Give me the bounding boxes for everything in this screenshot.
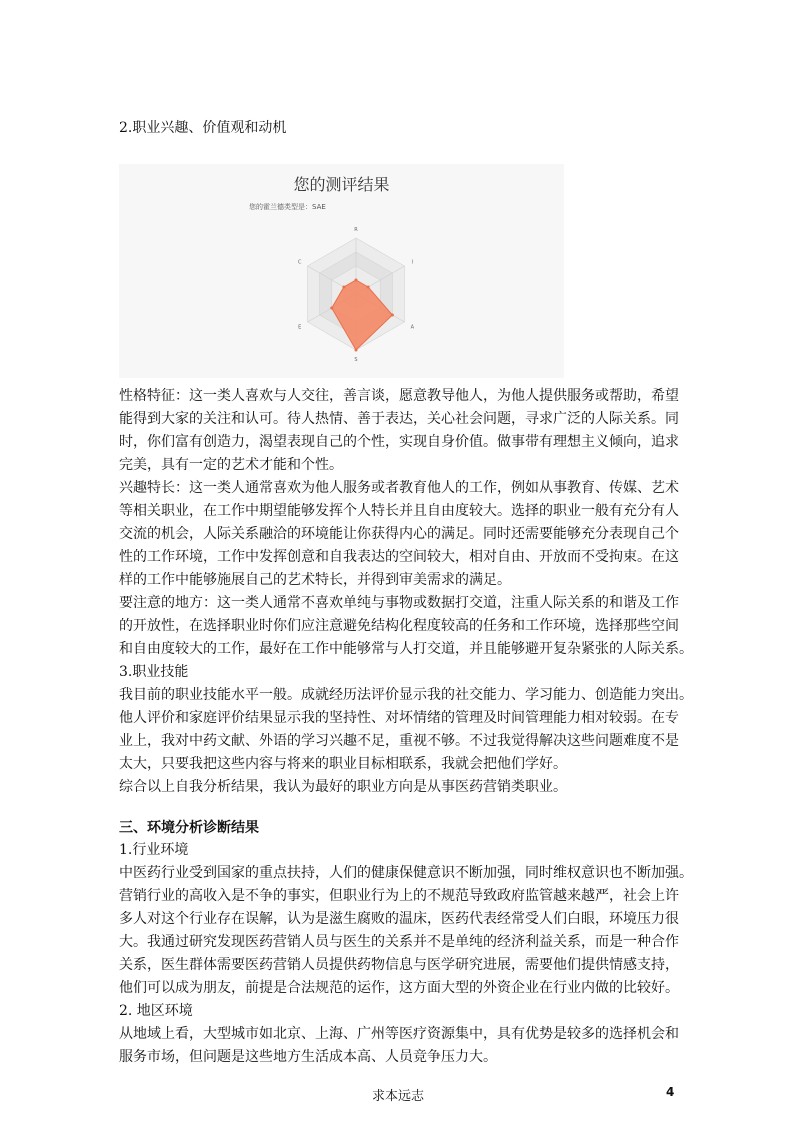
attention-line-2: 的开放性，在选择职业时你们应注意避免结构化程度较高的任务和工作环境，选择那些空间 (119, 618, 679, 634)
assessment-result-figure (119, 164, 564, 378)
personality-line-1: 性格特征：这一类人喜欢与人交往，善言谈，愿意教导他人，为他人提供服务或帮助，希望 (119, 388, 679, 404)
radar-point-S (355, 349, 358, 352)
radar-axis-label-S: S (354, 357, 358, 363)
radar-axis-label-C: C (297, 259, 302, 266)
region-line-1: 从地域上看，大型城市如北京、上海、广州等医疗资源集中，具有优势是较多的选择机会和 (119, 1026, 679, 1042)
page-number: 4 (666, 1085, 675, 1099)
summary-line: 综合以上自我分析结果，我认为最好的职业方向是从事医药营销类职业。 (119, 779, 567, 795)
radar-axis-label-R: R (354, 227, 358, 233)
attention-line-3: 和自由度较大的工作，最好在工作中能够常与人打交道，并且能够避开复杂紧张的人际关系。 (119, 641, 693, 657)
industry-line-4: 大。我通过研究发现医药营销人员与医生的关系并不是单纯的经济利益关系，而是一种合作 (119, 934, 679, 950)
radar-axis-label-I: I (411, 259, 414, 266)
interest-line-2: 等相关职业，在工作中期望能够发挥个人特长并且自由度较大。选择的职业一般有充分有人 (119, 503, 679, 519)
radar-point-A (391, 314, 394, 317)
interest-line-5: 样的工作中能够施展自己的艺术特长，并得到审美需求的满足。 (119, 572, 511, 588)
attention-line-1: 要注意的地方：这一类人通常不喜欢单纯与事物或数据打交道，注重人际关系的和谐及工作 (119, 595, 679, 611)
interest-line-3: 交流的机会，人际关系融洽的环境能让你获得内心的满足。同时还需要能够充分表现自己个 (119, 526, 679, 542)
radar-point-C (342, 286, 345, 289)
personality-line-2: 能得到大家的关注和认可。待人热情、善于表达，关心社会问题，寻求广泛的人际关系。同 (119, 411, 679, 427)
footer-motto: 求本远志 (372, 1089, 425, 1104)
skills-line-1: 我目前的职业技能水平一般。成就经历法评价显示我的社交能力、学习能力、创造能力突出。 (119, 687, 693, 703)
interest-line-1: 兴趣特长：这一类人通常喜欢为他人服务或者教育他人的工作，例如从事教育、传媒、艺术 (119, 480, 679, 496)
radar-point-E (330, 307, 333, 310)
radar-axis-label-E: E (298, 324, 302, 331)
industry-line-6: 他们可以成为朋友，前提是合法规范的运作，这方面大型的外资企业在行业内做的比较好。 (119, 980, 679, 996)
skills-line-3: 业上，我对中药文献、外语的学习兴趣不足，重视不够。不过我觉得解决这些问题难度不是 (119, 733, 679, 749)
radar-point-R (355, 279, 358, 282)
industry-line-2: 营销行业的高收入是不争的事实，但职业行为上的不规范导致政府监管越来越严，社会上许 (119, 888, 679, 904)
skills-heading: 3.职业技能 (119, 664, 189, 680)
industry-line-1: 中医药行业受到国家的重点扶持，人们的健康保健意识不断加强，同时维权意识也不断加强。 (119, 865, 693, 881)
section-3-heading: 三、环境分析诊断结果 (119, 820, 259, 836)
interest-line-4: 性的工作环境，工作中发挥创意和自我表达的空间较大，相对自由、开放而不受拘束。在这 (119, 549, 679, 565)
radar-axis-label-A: A (410, 324, 415, 331)
region-heading: 2. 地区环境 (119, 1003, 193, 1019)
personality-line-3: 时，你们富有创造力，渴望表现自己的个性，实现自身价值。做事带有理想主义倾向，追求 (119, 434, 679, 450)
skills-line-4: 太大，只要我把这些内容与将来的职业目标相联系，我就会把他们学好。 (119, 756, 567, 772)
radar-point-I (367, 286, 370, 289)
industry-line-5: 关系，医生群体需要医药营销人员提供药物信息与医学研究进展，需要他们提供情感支持， (119, 957, 679, 973)
skills-line-2: 他人评价和家庭评价结果显示我的坚持性、对坏情绪的管理及时间管理能力相对较弱。在专 (119, 710, 679, 726)
industry-line-3: 多人对这个行业存在误解，认为是滋生腐败的温床，医药代表经常受人们白眼，环境压力很 (119, 911, 679, 927)
figure-subtitle: 您的霍兰德类型是：SAE (249, 203, 326, 211)
radar-chart (119, 164, 564, 378)
personality-line-4: 完美，具有一定的艺术才能和个性。 (119, 457, 343, 473)
industry-heading: 1.行业环境 (119, 842, 189, 858)
region-line-2: 服务市场，但问题是这些地方生活成本高、人员竞争压力大。 (119, 1049, 497, 1065)
figure-title: 您的测评结果 (293, 175, 390, 194)
section-heading-interest: 2.职业兴趣、价值观和动机 (119, 120, 287, 136)
